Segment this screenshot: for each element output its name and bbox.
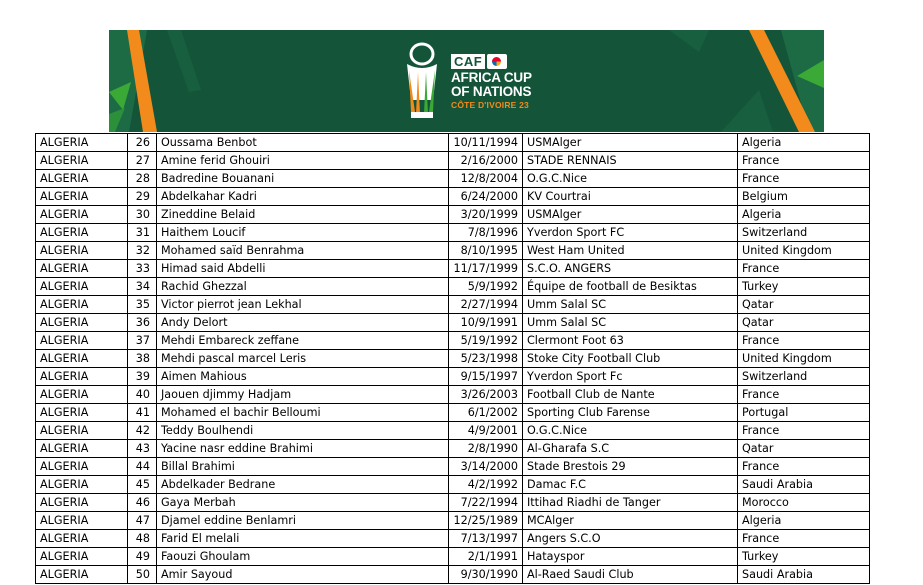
player-name-cell: Yacine nasr eddine Brahimi (157, 440, 449, 458)
player-name-cell: Badredine Bouanani (157, 170, 449, 188)
club-country-cell: United Kingdom (738, 350, 870, 368)
afcon-banner (109, 30, 824, 132)
club-country-cell: Portugal (738, 404, 870, 422)
birthdate-cell: 2/8/1990 (449, 440, 523, 458)
number-cell: 31 (128, 224, 157, 242)
birthdate-cell: 2/16/2000 (449, 152, 523, 170)
number-cell: 38 (128, 350, 157, 368)
club-country-cell: Switzerland (738, 368, 870, 386)
number-cell: 29 (128, 188, 157, 206)
birthdate-cell: 5/9/1992 (449, 278, 523, 296)
player-name-cell: Abdelkader Bedrane (157, 476, 449, 494)
player-name-cell: Billal Brahimi (157, 458, 449, 476)
player-name-cell: Abdelkahar Kadri (157, 188, 449, 206)
country-cell: ALGERIA (36, 458, 128, 476)
player-name-cell: Mehdi pascal marcel Leris (157, 350, 449, 368)
country-cell: ALGERIA (36, 170, 128, 188)
table-row (36, 188, 870, 206)
player-table (35, 133, 870, 584)
number-cell: 50 (128, 566, 157, 584)
table-row (36, 548, 870, 566)
country-cell: ALGERIA (36, 530, 128, 548)
club-cell: O.G.C.Nice (523, 170, 738, 188)
country-cell: ALGERIA (36, 296, 128, 314)
club-country-cell: Switzerland (738, 224, 870, 242)
birthdate-cell: 7/13/1997 (449, 530, 523, 548)
country-cell: ALGERIA (36, 188, 128, 206)
birthdate-cell: 3/26/2003 (449, 386, 523, 404)
table-row (36, 440, 870, 458)
birthdate-cell: 10/11/1994 (449, 134, 523, 152)
number-cell: 28 (128, 170, 157, 188)
country-cell: ALGERIA (36, 134, 128, 152)
birthdate-cell: 11/17/1999 (449, 260, 523, 278)
club-cell: STADE RENNAIS (523, 152, 738, 170)
country-cell: ALGERIA (36, 206, 128, 224)
number-cell: 45 (128, 476, 157, 494)
table-row (36, 242, 870, 260)
player-name-cell: Djamel eddine Benlamri (157, 512, 449, 530)
birthdate-cell: 6/24/2000 (449, 188, 523, 206)
player-name-cell: Amir Sayoud (157, 566, 449, 584)
table-row (36, 458, 870, 476)
number-cell: 35 (128, 296, 157, 314)
number-cell: 39 (128, 368, 157, 386)
number-cell: 49 (128, 548, 157, 566)
number-cell: 43 (128, 440, 157, 458)
club-cell: Damac F.C (523, 476, 738, 494)
country-cell: ALGERIA (36, 260, 128, 278)
number-cell: 48 (128, 530, 157, 548)
club-cell: USMAlger (523, 206, 738, 224)
trophy-icon (399, 42, 445, 122)
country-cell: ALGERIA (36, 224, 128, 242)
country-cell: ALGERIA (36, 512, 128, 530)
club-country-cell: Saudi Arabia (738, 476, 870, 494)
table-row (36, 224, 870, 242)
club-cell: Stoke City Football Club (523, 350, 738, 368)
club-cell: Angers S.C.O (523, 530, 738, 548)
club-cell: Al-Gharafa S.C (523, 440, 738, 458)
table-row (36, 368, 870, 386)
player-name-cell: Farid El melali (157, 530, 449, 548)
club-country-cell: Algeria (738, 206, 870, 224)
player-name-cell: Himad said Abdelli (157, 260, 449, 278)
number-cell: 30 (128, 206, 157, 224)
player-name-cell: Aimen Mahious (157, 368, 449, 386)
player-name-cell: Oussama Benbot (157, 134, 449, 152)
club-country-cell: Algeria (738, 134, 870, 152)
club-country-cell: United Kingdom (738, 242, 870, 260)
player-name-cell: Zineddine Belaid (157, 206, 449, 224)
club-cell: Clermont Foot 63 (523, 332, 738, 350)
country-cell: ALGERIA (36, 386, 128, 404)
number-cell: 27 (128, 152, 157, 170)
country-cell: ALGERIA (36, 242, 128, 260)
caf-label: CAF (451, 54, 485, 69)
club-cell: Hatayspor (523, 548, 738, 566)
table-row (36, 512, 870, 530)
player-name-cell: Teddy Boulhendi (157, 422, 449, 440)
club-cell: Football Club de Nante (523, 386, 738, 404)
country-cell: ALGERIA (36, 278, 128, 296)
country-cell: ALGERIA (36, 404, 128, 422)
club-country-cell: France (738, 170, 870, 188)
number-cell: 34 (128, 278, 157, 296)
birthdate-cell: 7/8/1996 (449, 224, 523, 242)
table-row (36, 332, 870, 350)
country-cell: ALGERIA (36, 422, 128, 440)
club-country-cell: Qatar (738, 314, 870, 332)
player-name-cell: Mohamed saïd Benrahma (157, 242, 449, 260)
player-name-cell: Faouzi Ghoulam (157, 548, 449, 566)
club-cell: Ittihad Riadhi de Tanger (523, 494, 738, 512)
table-row (36, 476, 870, 494)
birthdate-cell: 3/20/1999 (449, 206, 523, 224)
country-cell: ALGERIA (36, 566, 128, 584)
country-cell: ALGERIA (36, 368, 128, 386)
club-cell: Équipe de football de Besiktas (523, 278, 738, 296)
club-country-cell: Qatar (738, 296, 870, 314)
banner-title-line1: AFRICA CUP (451, 70, 532, 85)
table-row (36, 530, 870, 548)
number-cell: 33 (128, 260, 157, 278)
country-cell: ALGERIA (36, 314, 128, 332)
player-name-cell: Amine ferid Ghouiri (157, 152, 449, 170)
table-row (36, 566, 870, 584)
number-cell: 36 (128, 314, 157, 332)
country-cell: ALGERIA (36, 494, 128, 512)
birthdate-cell: 3/14/2000 (449, 458, 523, 476)
birthdate-cell: 7/22/1994 (449, 494, 523, 512)
table-row (36, 170, 870, 188)
club-cell: West Ham United (523, 242, 738, 260)
number-cell: 46 (128, 494, 157, 512)
number-cell: 41 (128, 404, 157, 422)
player-name-cell: Andy Delort (157, 314, 449, 332)
club-cell: S.C.O. ANGERS (523, 260, 738, 278)
player-table-body (36, 134, 870, 584)
birthdate-cell: 10/9/1991 (449, 314, 523, 332)
club-country-cell: Turkey (738, 548, 870, 566)
birthdate-cell: 5/19/1992 (449, 332, 523, 350)
country-cell: ALGERIA (36, 350, 128, 368)
birthdate-cell: 2/27/1994 (449, 296, 523, 314)
number-cell: 42 (128, 422, 157, 440)
country-cell: ALGERIA (36, 440, 128, 458)
sponsor-logo-icon (487, 54, 507, 69)
table-row (36, 314, 870, 332)
club-cell: O.G.C.Nice (523, 422, 738, 440)
table-row (36, 134, 870, 152)
birthdate-cell: 6/1/2002 (449, 404, 523, 422)
player-name-cell: Haithem Loucif (157, 224, 449, 242)
table-row (36, 206, 870, 224)
table-row (36, 296, 870, 314)
birthdate-cell: 4/2/1992 (449, 476, 523, 494)
club-country-cell: Turkey (738, 278, 870, 296)
country-cell: ALGERIA (36, 476, 128, 494)
country-cell: ALGERIA (36, 152, 128, 170)
player-name-cell: Mehdi Embareck zeffane (157, 332, 449, 350)
table-row (36, 350, 870, 368)
table-row (36, 494, 870, 512)
banner-title-line2: OF NATIONS (451, 84, 532, 99)
banner-title-line3: CÔTE D'IVOIRE 23 (451, 100, 529, 110)
afcon-logo (399, 40, 549, 126)
player-name-cell: Jaouen djimmy Hadjam (157, 386, 449, 404)
birthdate-cell: 8/10/1995 (449, 242, 523, 260)
number-cell: 47 (128, 512, 157, 530)
birthdate-cell: 5/23/1998 (449, 350, 523, 368)
club-country-cell: Algeria (738, 512, 870, 530)
club-country-cell: France (738, 422, 870, 440)
table-row (36, 386, 870, 404)
club-cell: Al-Raed Saudi Club (523, 566, 738, 584)
club-country-cell: France (738, 530, 870, 548)
player-name-cell: Gaya Merbah (157, 494, 449, 512)
table-row (36, 152, 870, 170)
country-cell: ALGERIA (36, 332, 128, 350)
club-country-cell: Belgium (738, 188, 870, 206)
club-cell: Umm Salal SC (523, 314, 738, 332)
club-cell: MCAlger (523, 512, 738, 530)
number-cell: 44 (128, 458, 157, 476)
club-country-cell: Saudi Arabia (738, 566, 870, 584)
player-name-cell: Mohamed el bachir Belloumi (157, 404, 449, 422)
table-row (36, 404, 870, 422)
birthdate-cell: 12/25/1989 (449, 512, 523, 530)
birthdate-cell: 9/15/1997 (449, 368, 523, 386)
club-country-cell: France (738, 260, 870, 278)
player-name-cell: Rachid Ghezzal (157, 278, 449, 296)
club-country-cell: France (738, 332, 870, 350)
club-cell: KV Courtrai (523, 188, 738, 206)
club-country-cell: France (738, 386, 870, 404)
club-cell: Sporting Club Farense (523, 404, 738, 422)
club-country-cell: Morocco (738, 494, 870, 512)
club-cell: USMAlger (523, 134, 738, 152)
table-row (36, 278, 870, 296)
club-cell: Yverdon Sport FC (523, 224, 738, 242)
number-cell: 32 (128, 242, 157, 260)
number-cell: 26 (128, 134, 157, 152)
club-cell: Yverdon Sport Fc (523, 368, 738, 386)
number-cell: 37 (128, 332, 157, 350)
birthdate-cell: 4/9/2001 (449, 422, 523, 440)
caf-header (451, 54, 507, 69)
club-country-cell: Qatar (738, 440, 870, 458)
country-cell: ALGERIA (36, 548, 128, 566)
birthdate-cell: 12/8/2004 (449, 170, 523, 188)
table-row (36, 422, 870, 440)
club-cell: Stade Brestois 29 (523, 458, 738, 476)
birthdate-cell: 2/1/1991 (449, 548, 523, 566)
player-name-cell: Victor pierrot jean Lekhal (157, 296, 449, 314)
club-country-cell: France (738, 152, 870, 170)
club-cell: Umm Salal SC (523, 296, 738, 314)
club-country-cell: France (738, 458, 870, 476)
number-cell: 40 (128, 386, 157, 404)
birthdate-cell: 9/30/1990 (449, 566, 523, 584)
table-row (36, 260, 870, 278)
